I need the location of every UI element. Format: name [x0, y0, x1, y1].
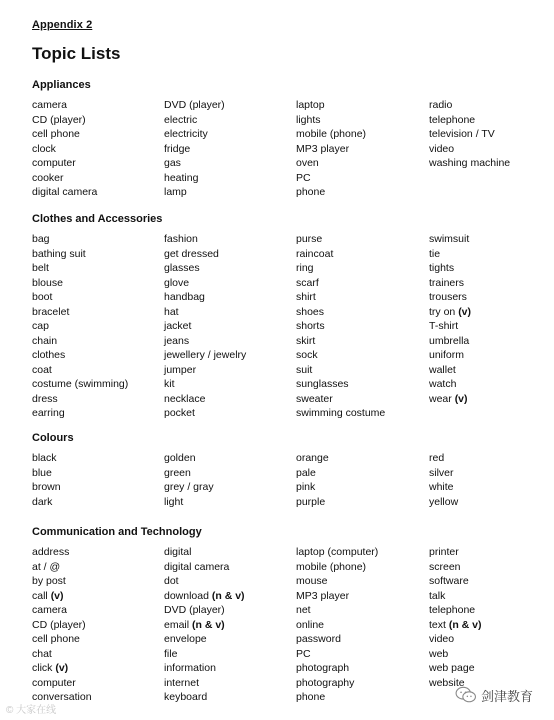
list-item: envelope — [164, 633, 207, 645]
list-item: CD (player) — [32, 618, 86, 631]
list-item: suit — [296, 363, 313, 376]
list-item: dark — [32, 495, 53, 508]
word-column — [429, 545, 482, 690]
list-item: silver — [429, 466, 454, 479]
word-column — [32, 545, 92, 705]
list-item: phone — [296, 186, 326, 198]
word-column — [164, 232, 246, 421]
list-item: fashion — [164, 233, 198, 245]
list-item: gas — [164, 157, 181, 169]
list-item: laptop — [296, 99, 325, 111]
list-item: T-shirt — [429, 320, 459, 332]
section-clothes-and-accessories — [32, 212, 532, 419]
watermark-right-text: 剑津教育 — [481, 689, 534, 705]
list-item: purple — [296, 495, 326, 508]
list-item: orange — [296, 452, 329, 464]
list-item: uniform — [429, 349, 465, 361]
watermark-right — [455, 682, 533, 708]
list-item: belt — [32, 262, 49, 274]
list-item: bracelet — [32, 305, 70, 318]
list-item: earring — [32, 407, 65, 419]
list-item: cell phone — [32, 633, 80, 645]
list-item: bathing suit — [32, 247, 86, 260]
list-item: black — [32, 452, 57, 464]
list-item: shirt — [296, 291, 316, 303]
section-appliances — [32, 78, 532, 198]
list-item: phone — [296, 691, 326, 703]
list-item: mobile (phone) — [296, 560, 367, 573]
word-column — [296, 232, 385, 421]
list-item: computer — [32, 157, 76, 169]
list-item: cap — [32, 320, 49, 332]
section-heading: Appliances — [32, 79, 91, 91]
list-item: blouse — [32, 276, 63, 289]
list-item: necklace — [164, 392, 206, 405]
list-item: tights — [429, 262, 455, 274]
list-item: skirt — [296, 334, 316, 347]
list-item: pale — [296, 466, 316, 479]
list-item: kit — [164, 378, 175, 390]
wechat-logo-icon — [455, 686, 477, 704]
list-item: photography — [296, 676, 355, 689]
page-title: Topic Lists — [32, 44, 121, 63]
section-heading: Colours — [32, 432, 74, 444]
word-column — [164, 451, 214, 509]
list-item: swimming costume — [296, 407, 386, 419]
word-column — [32, 451, 61, 509]
list-item: keyboard — [164, 691, 208, 703]
list-item: telephone — [429, 113, 476, 126]
list-item: jeans — [164, 334, 190, 347]
list-item: dot — [164, 575, 179, 587]
word-column — [296, 98, 366, 200]
list-item: red — [429, 452, 445, 464]
list-item: clock — [32, 142, 56, 155]
appendix-label: Appendix 2 — [32, 19, 93, 31]
list-item: coat — [32, 363, 52, 376]
list-item: jewellery / jewelry — [164, 349, 247, 361]
list-item: bag — [32, 233, 50, 245]
list-item: digital — [164, 546, 192, 558]
list-item: digital camera — [32, 186, 98, 198]
list-item: dress — [32, 392, 58, 405]
list-item: laptop (computer) — [296, 546, 379, 558]
list-item: glove — [164, 276, 190, 289]
list-item: cooker — [32, 171, 64, 184]
list-item: web page — [429, 662, 475, 674]
list-item: video — [429, 633, 455, 645]
section-colours — [32, 431, 532, 508]
list-item: chat — [32, 647, 52, 660]
list-item: PC — [296, 171, 311, 184]
list-item: address — [32, 546, 70, 558]
list-item: CD (player) — [32, 113, 86, 126]
list-item: clothes — [32, 349, 66, 361]
list-item: purse — [296, 233, 323, 245]
list-item: heating — [164, 171, 199, 184]
list-item: camera — [32, 604, 68, 616]
list-item: MP3 player — [296, 589, 350, 602]
list-item: website — [429, 676, 465, 689]
list-item: file — [164, 647, 178, 660]
list-item: fridge — [164, 142, 191, 155]
list-item: electricity — [164, 128, 208, 140]
list-item: photograph — [296, 662, 350, 674]
list-item: mobile (phone) — [296, 128, 367, 140]
list-item: swimsuit — [429, 233, 470, 245]
list-item: software — [429, 575, 469, 587]
list-item: wallet — [429, 363, 456, 376]
list-item: pocket — [164, 407, 195, 419]
list-item: text (n & v) — [429, 618, 482, 631]
list-item: golden — [164, 452, 196, 464]
list-item: sweater — [296, 392, 333, 405]
watermark-left: © 大家在线 — [6, 705, 57, 716]
list-item: internet — [164, 676, 200, 689]
list-item: by post — [32, 575, 66, 587]
list-item: trousers — [429, 291, 467, 303]
list-item: ring — [296, 262, 314, 274]
list-item: conversation — [32, 691, 92, 703]
list-item: radio — [429, 99, 453, 111]
list-item: washing machine — [429, 157, 511, 169]
list-item: online — [296, 618, 325, 631]
word-column — [429, 98, 510, 171]
word-column — [296, 545, 378, 705]
list-item: telephone — [429, 604, 476, 616]
list-item: white — [429, 481, 454, 493]
list-item: shoes — [296, 305, 325, 318]
list-item: click (v) — [32, 662, 69, 674]
list-item: DVD (player) — [164, 604, 225, 616]
list-item: screen — [429, 560, 461, 573]
list-item: raincoat — [296, 247, 334, 260]
list-item: information — [164, 662, 216, 674]
list-item: green — [164, 466, 191, 479]
list-item: talk — [429, 589, 446, 602]
list-item: camera — [32, 99, 68, 111]
list-item: sock — [296, 349, 318, 361]
list-item: download (n & v) — [164, 589, 245, 602]
list-item: television / TV — [429, 128, 495, 140]
word-column — [429, 451, 458, 509]
list-item: scarf — [296, 276, 319, 289]
list-item: boot — [32, 291, 53, 303]
word-column — [164, 545, 245, 705]
list-item: light — [164, 495, 184, 508]
list-item: brown — [32, 481, 61, 493]
list-item: jumper — [164, 363, 197, 376]
list-item: lamp — [164, 186, 187, 198]
list-item: get dressed — [164, 247, 219, 260]
list-item: pink — [296, 481, 316, 493]
list-item: oven — [296, 157, 319, 169]
list-item: try on (v) — [429, 305, 472, 318]
list-item: hat — [164, 305, 179, 318]
section-heading: Clothes and Accessories — [32, 213, 163, 225]
list-item: email (n & v) — [164, 618, 225, 631]
word-column — [32, 98, 97, 200]
word-column — [164, 98, 225, 200]
list-item: yellow — [429, 495, 459, 508]
list-item: call (v) — [32, 589, 64, 602]
word-column — [429, 232, 471, 406]
list-item: tie — [429, 247, 441, 260]
list-item: wear (v) — [429, 392, 468, 405]
list-item: glasses — [164, 262, 200, 274]
list-item: digital camera — [164, 560, 230, 573]
list-item: blue — [32, 466, 52, 479]
list-item: umbrella — [429, 334, 470, 347]
list-item: costume (swimming) — [32, 378, 129, 390]
list-item: net — [296, 604, 311, 616]
list-item: mouse — [296, 575, 328, 587]
list-item: computer — [32, 676, 76, 689]
section-heading: Communication and Technology — [32, 526, 202, 538]
list-item: electric — [164, 113, 198, 126]
list-item: printer — [429, 546, 459, 558]
list-item: jacket — [164, 320, 192, 332]
list-item: cell phone — [32, 128, 80, 140]
list-item: password — [296, 633, 341, 645]
word-column — [296, 451, 329, 509]
list-item: DVD (player) — [164, 99, 225, 111]
list-item: at / @ — [32, 560, 61, 573]
list-item: shorts — [296, 320, 325, 332]
list-item: chain — [32, 334, 58, 347]
list-item: watch — [429, 378, 457, 390]
list-item: MP3 player — [296, 142, 350, 155]
list-item: handbag — [164, 291, 205, 303]
list-item: video — [429, 142, 455, 155]
word-column — [32, 232, 128, 421]
list-item: web — [429, 647, 449, 660]
list-item: grey / gray — [164, 481, 214, 493]
list-item: PC — [296, 647, 311, 660]
list-item: lights — [296, 113, 321, 126]
list-item: sunglasses — [296, 378, 349, 390]
list-item: trainers — [429, 276, 465, 289]
